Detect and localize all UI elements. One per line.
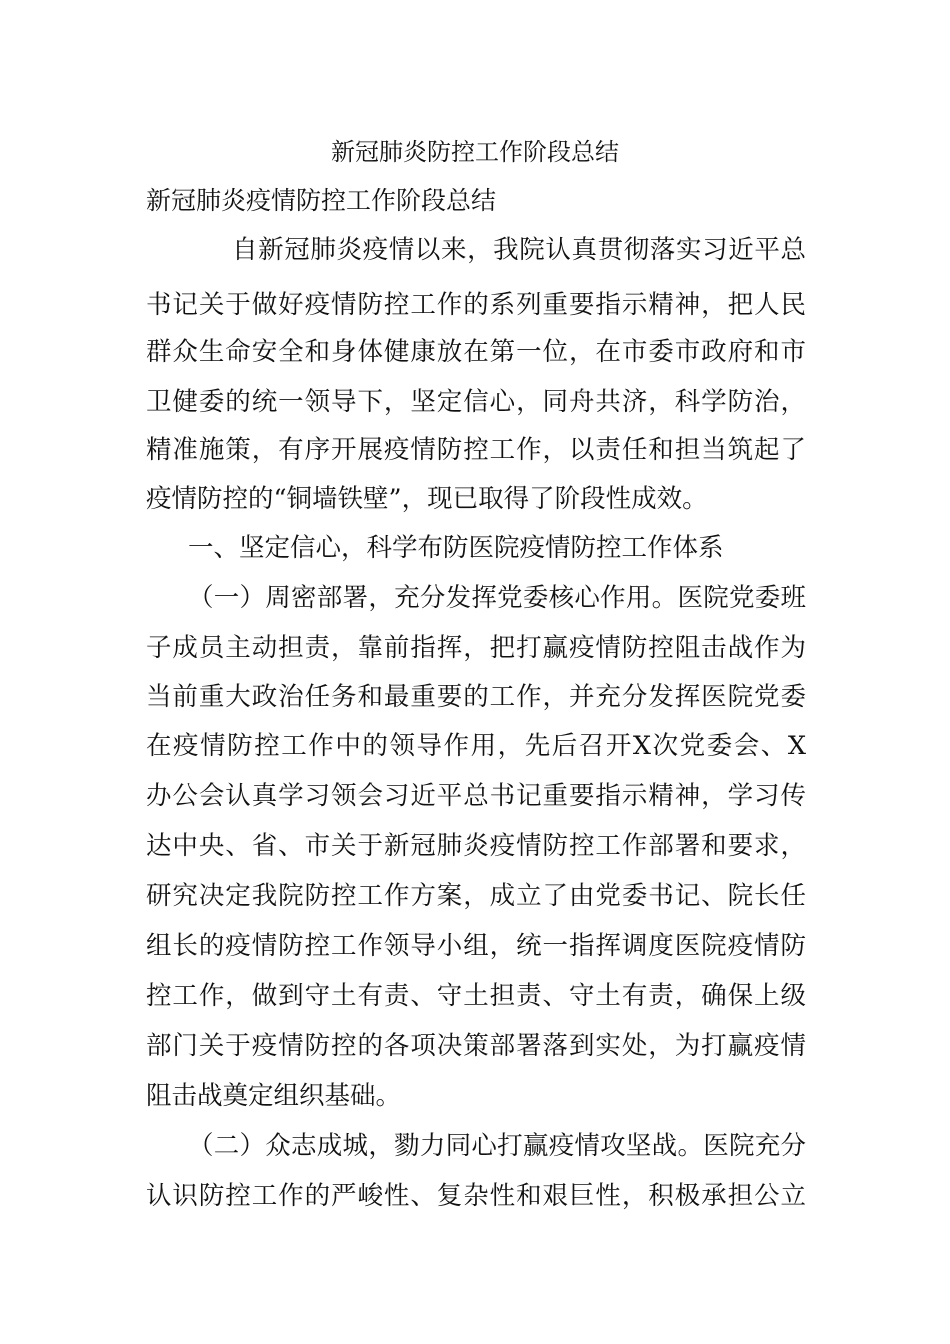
paragraph-2-line-10: 部门关于疫情防控的各项决策部署落到实处，为打赢疫情 bbox=[146, 1031, 806, 1061]
paragraph-2-line-3: 当前重大政治任务和最重要的工作，并充分发挥医院党委 bbox=[146, 682, 806, 712]
document-subtitle: 新冠肺炎疫情防控工作阶段总结 bbox=[146, 186, 497, 215]
paragraph-1-line-6: 疫情防控的“铜墙铁壁”，现已取得了阶段性成效。 bbox=[146, 484, 708, 514]
paragraph-1-line-5: 精准施策，有序开展疫情防控工作，以责任和担当筑起了 bbox=[146, 435, 806, 465]
paragraph-3-line-1: （二）众志成城，勠力同心打赢疫情攻坚战。医院充分 bbox=[188, 1131, 806, 1161]
paragraph-2-line-8: 组长的疫情防控工作领导小组，统一指挥调度医院疫情防 bbox=[146, 931, 806, 961]
paragraph-2-line-4: 在疫情防控工作中的领导作用，先后召开X次党委会、X bbox=[146, 731, 806, 761]
section-1-heading: 一、坚定信心，科学布防医院疫情防控工作体系 bbox=[188, 533, 724, 563]
paragraph-2-line-11: 阻击战奠定组织基础。 bbox=[146, 1081, 402, 1111]
paragraph-1-line-3: 群众生命安全和身体健康放在第一位，在市委市政府和市 bbox=[146, 337, 806, 367]
paragraph-1-line-1: 自新冠肺炎疫情以来，我院认真贯彻落实习近平总 bbox=[232, 235, 806, 265]
document-title: 新冠肺炎防控工作阶段总结 bbox=[331, 138, 619, 166]
paragraph-2-line-2: 子成员主动担责，靠前指挥，把打赢疫情防控阻击战作为 bbox=[146, 633, 806, 663]
paragraph-3-line-2: 认识防控工作的严峻性、复杂性和艰巨性，积极承担公立 bbox=[146, 1181, 806, 1211]
paragraph-2-line-5: 办公会认真学习领会习近平总书记重要指示精神，学习传 bbox=[146, 781, 806, 811]
paragraph-2-line-7: 研究决定我院防控工作方案，成立了由党委书记、院长任 bbox=[146, 881, 806, 911]
paragraph-2-line-6: 达中央、省、市关于新冠肺炎疫情防控工作部署和要求， bbox=[146, 831, 806, 861]
paragraph-1-line-4: 卫健委的统一领导下，坚定信心，同舟共济，科学防治， bbox=[146, 387, 806, 417]
paragraph-1-line-2: 书记关于做好疫情防控工作的系列重要指示精神，把人民 bbox=[146, 290, 806, 320]
paragraph-2-line-9: 控工作，做到守土有责、守土担责、守土有责，确保上级 bbox=[146, 981, 806, 1011]
paragraph-2-line-1: （一）周密部署，充分发挥党委核心作用。医院党委班 bbox=[188, 583, 806, 613]
